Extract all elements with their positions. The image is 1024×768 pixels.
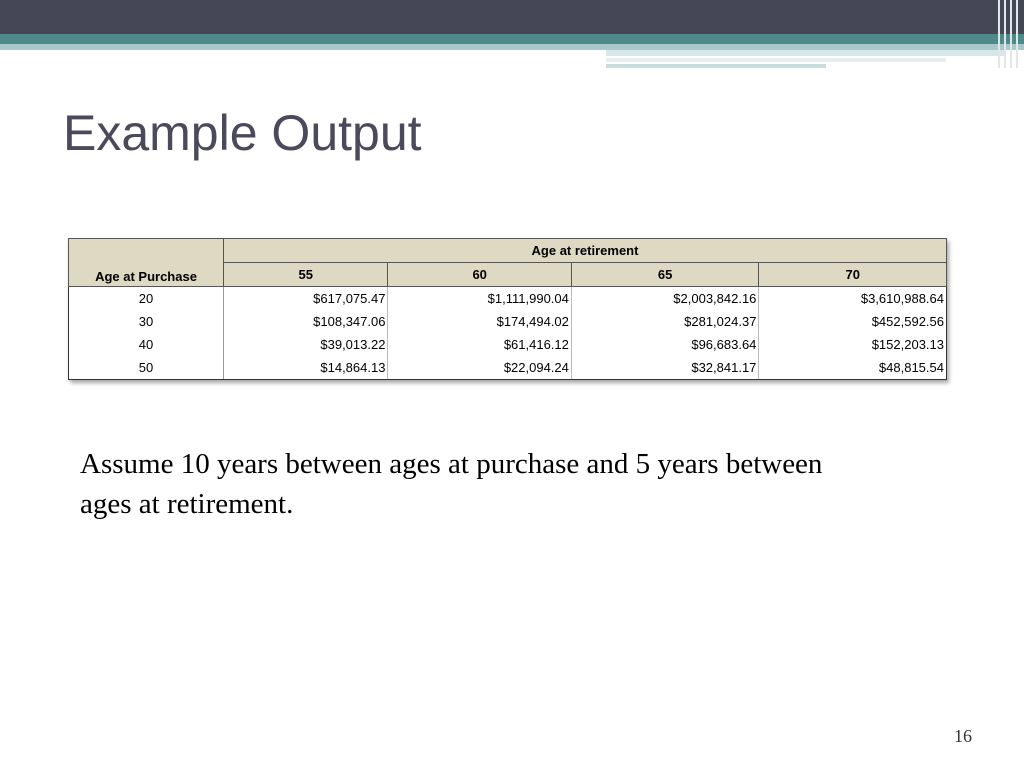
table-row	[69, 356, 947, 380]
value-cell: $96,683.64	[571, 333, 759, 356]
value-cell: $452,592.56	[871, 314, 944, 329]
value-cell: $2,003,842.16	[571, 287, 759, 311]
column-header: 60	[388, 263, 571, 287]
header-band-teal	[0, 34, 1024, 44]
value-cell: $14,864.13	[224, 356, 388, 380]
value-cell: $152,203.13	[871, 337, 944, 352]
value-cell: $281,024.37	[571, 310, 759, 333]
value-cell: $61,416.12	[388, 333, 571, 356]
age-cell: 30	[69, 310, 224, 333]
value-cell: $22,094.24	[388, 356, 571, 380]
value-cell: $174,494.02	[388, 310, 571, 333]
decorative-bar	[606, 64, 826, 68]
table-row	[69, 287, 947, 311]
value-cell: $32,841.17	[571, 356, 759, 380]
age-cell: 50	[69, 356, 224, 380]
row-header-cell: Age at Purchase	[69, 239, 224, 287]
assumption-note: Assume 10 years between ages at purchase and 5 years between ages at retirement.	[80, 448, 823, 520]
data-table-container	[68, 238, 947, 380]
decorative-bar	[606, 50, 1006, 56]
header-band-dark	[0, 0, 1024, 34]
table-row	[69, 310, 947, 333]
age-cell: 20	[69, 287, 224, 311]
column-header: 55	[224, 263, 388, 287]
value-cell: $3,610,988.64	[860, 291, 944, 306]
value-cell: $617,075.47	[224, 287, 388, 311]
page-number: 16	[954, 726, 972, 746]
age-cell: 40	[69, 333, 224, 356]
column-header: 70	[759, 263, 947, 287]
value-cell: $108,347.06	[224, 310, 388, 333]
value-cell: $1,111,990.04	[388, 287, 571, 311]
value-cell: $39,013.22	[224, 333, 388, 356]
decorative-bar	[606, 58, 946, 62]
table-row	[69, 333, 947, 356]
slide-title: Example Output	[63, 105, 422, 161]
decorative-vertical-lines	[994, 0, 1024, 68]
data-table	[68, 238, 947, 380]
group-header-cell: Age at retirement	[224, 239, 947, 263]
value-cell: $48,815.54	[759, 356, 947, 380]
column-header: 65	[571, 263, 759, 287]
